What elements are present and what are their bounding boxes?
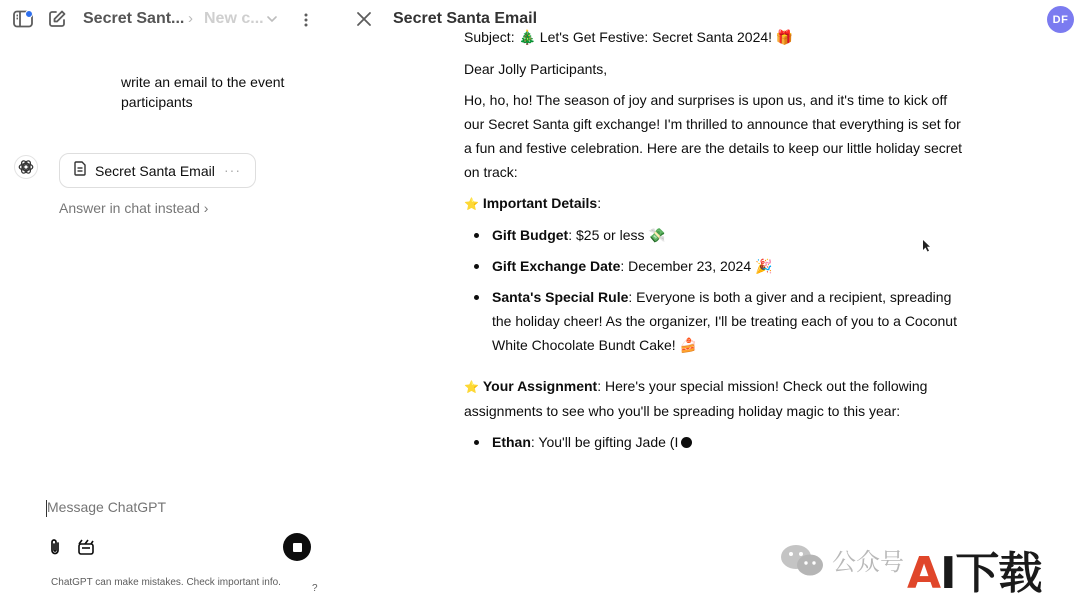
help-button[interactable]: ? bbox=[312, 583, 318, 594]
message-input[interactable] bbox=[47, 499, 317, 515]
star-icon: ⭐ bbox=[464, 197, 479, 211]
conversation-title[interactable]: Secret Sant... bbox=[83, 10, 185, 27]
stop-generating-button[interactable] bbox=[283, 533, 311, 561]
list-item: Ethan: You'll be gifting Jade (I bbox=[464, 430, 964, 454]
email-subject: Subject: 🎄 Let's Get Festive: Secret Santa 2024! 🎁 bbox=[464, 29, 794, 45]
document-icon bbox=[74, 161, 87, 181]
list-item: Gift Exchange Date: December 23, 2024 🎉 bbox=[464, 254, 964, 278]
email-greeting: Dear Jolly Participants, bbox=[464, 61, 608, 77]
canvas-pane bbox=[340, 0, 1080, 605]
tools-icon[interactable] bbox=[76, 537, 96, 557]
close-icon[interactable] bbox=[354, 9, 374, 29]
notification-dot bbox=[25, 10, 33, 18]
important-details-heading: ⭐ Important Details: bbox=[464, 195, 602, 211]
chat-header bbox=[0, 0, 340, 40]
watermark-text: 公众号 bbox=[832, 548, 904, 576]
loading-dots: ··· bbox=[224, 162, 241, 178]
assignments-list bbox=[464, 430, 964, 454]
paperclip-icon[interactable] bbox=[46, 537, 64, 557]
mouse-cursor-icon bbox=[923, 240, 931, 252]
assignment-paragraph: ⭐ Your Assignment: Here's your special mission! Check out the following assignments to see who you'll be spreading holiday magic to this year: bbox=[464, 378, 928, 419]
breadcrumb-separator: › bbox=[188, 10, 193, 27]
email-intro: Ho, ho, ho! The season of joy and surprises is upon us, and it's time to kick off our Secret Santa gift exchange! I'm thrilled to announce that everything is set for a fun and festive celebration. Here are the details to keep our little holiday secret on track: bbox=[464, 92, 963, 180]
disclaimer-text: ChatGPT can make mistakes. Check important info. bbox=[51, 577, 281, 588]
streaming-indicator bbox=[681, 437, 692, 448]
email-document[interactable] bbox=[464, 29, 964, 454]
user-message: write an email to the event participants bbox=[121, 74, 285, 110]
sub-title[interactable]: New c... bbox=[204, 10, 264, 27]
star-icon: ⭐ bbox=[464, 380, 479, 394]
list-item: Santa's Special Rule: Everyone is both a giver and a recipient, spreading the holiday cheer! As the organizer, I'll be treating each of you to a Coconut White Chocolate Bundt Cake! 🍰 bbox=[464, 285, 964, 357]
canvas-title: Secret Santa Email bbox=[393, 10, 538, 27]
list-item: Gift Budget: $25 or less 💸 bbox=[464, 223, 964, 247]
new-chat-icon[interactable] bbox=[46, 9, 68, 29]
watermark-logo: AI下载 bbox=[907, 548, 1042, 599]
chat-pane bbox=[0, 0, 340, 605]
avatar[interactable]: DF bbox=[1047, 6, 1074, 33]
answer-in-chat-link[interactable]: Answer in chat instead › bbox=[59, 200, 209, 216]
details-list bbox=[464, 223, 964, 357]
chevron-down-icon[interactable] bbox=[265, 12, 279, 26]
wechat-icon bbox=[780, 543, 824, 577]
canvas-doc-card[interactable] bbox=[59, 153, 256, 188]
stop-icon bbox=[293, 543, 302, 552]
chatgpt-logo-icon bbox=[14, 155, 38, 179]
more-options-icon[interactable] bbox=[297, 10, 315, 30]
doc-card-label: Secret Santa Email bbox=[95, 162, 215, 179]
